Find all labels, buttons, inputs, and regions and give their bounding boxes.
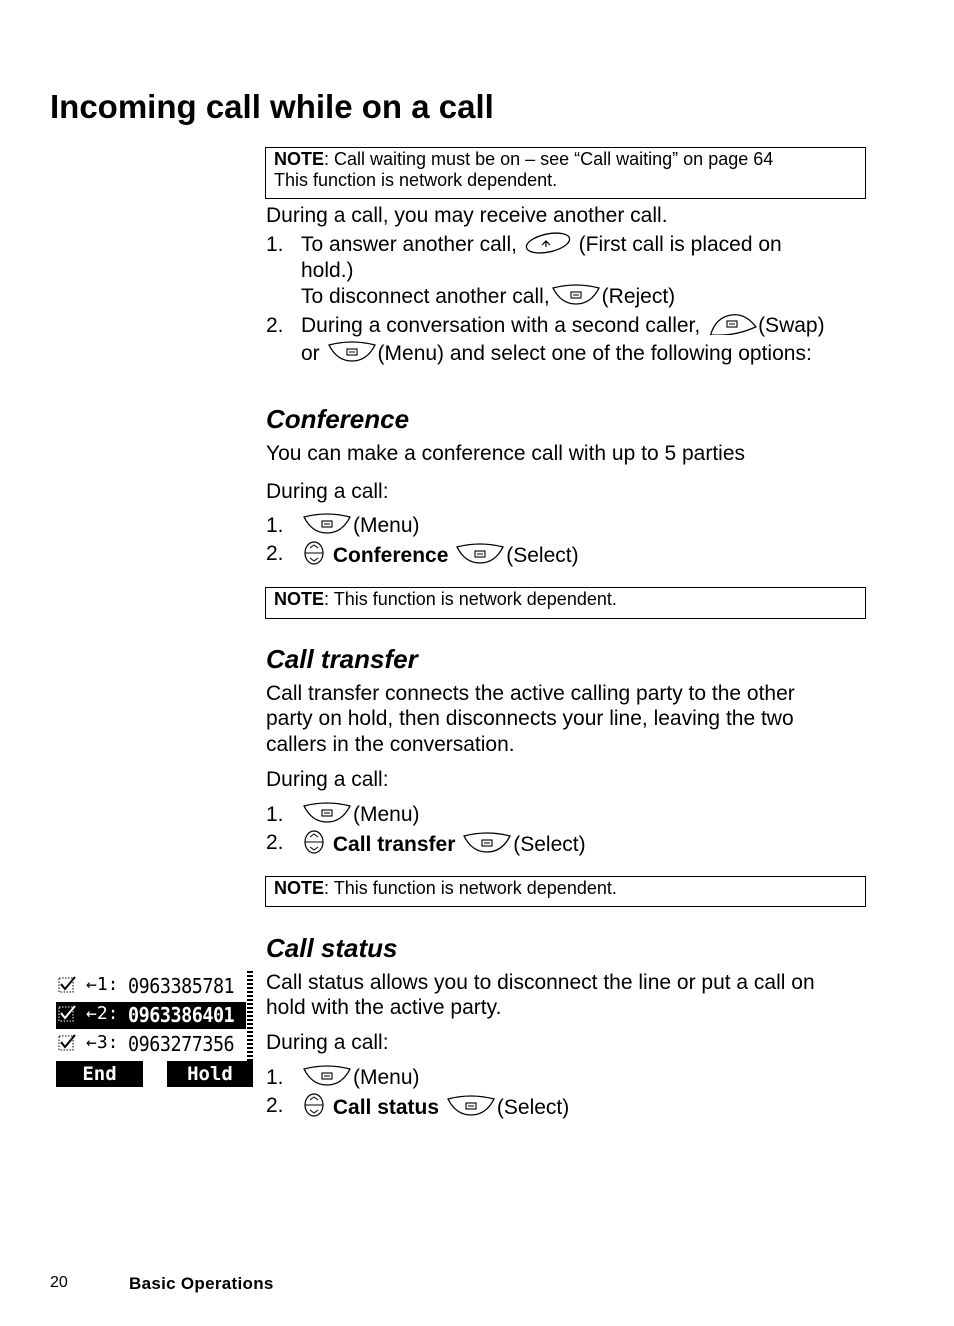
nav-updown-key-icon <box>302 830 326 854</box>
page-title: Incoming call while on a call <box>50 88 494 125</box>
section-desc: hold with the active party. <box>266 996 502 1019</box>
during-call-label: During a call: <box>266 768 389 791</box>
step-text: (Menu) <box>353 803 420 826</box>
step-line <box>301 541 866 570</box>
soft-key-icon <box>707 313 757 335</box>
call-list-row <box>56 973 246 1000</box>
nav-updown-key-icon <box>302 1093 326 1117</box>
note-text: : This function is network dependent. <box>324 589 617 609</box>
menu-option-name: Call status <box>332 1096 440 1119</box>
during-call-label: During a call: <box>266 1031 389 1054</box>
call-number: 0963386401 <box>128 1003 235 1027</box>
step-number: 2. <box>266 1094 284 1117</box>
step-text: To answer another call, <box>301 233 517 256</box>
section-heading-call-status: Call status <box>266 933 398 963</box>
note-label: NOTE <box>274 149 325 169</box>
nav-updown-key-icon <box>302 541 326 565</box>
check-mark-icon <box>58 1033 77 1052</box>
note-label: NOTE <box>274 589 325 609</box>
step-line <box>301 313 866 340</box>
step-number: 2. <box>266 542 284 565</box>
section-heading-call-transfer: Call transfer <box>266 644 418 674</box>
soft-key-icon <box>455 543 505 565</box>
soft-key-icon <box>302 802 352 824</box>
note-text: : This function is network dependent. <box>324 878 617 898</box>
call-number: 0963385781 <box>128 974 235 998</box>
step-line <box>301 341 866 368</box>
intro-note <box>265 147 866 199</box>
check-mark-icon <box>58 975 77 994</box>
step-text: (Menu) <box>353 514 420 537</box>
note-text: : Call waiting must be on – see “Call waiting” on page 64 <box>324 149 774 169</box>
section-desc: You can make a conference call with up to 5 parties <box>266 442 746 465</box>
section-desc: callers in the conversation. <box>266 733 515 756</box>
call-list-row <box>56 1031 246 1058</box>
step-number: 1. <box>266 803 284 826</box>
call-number: 0963277356 <box>128 1032 235 1056</box>
step-line <box>301 830 866 859</box>
step-line <box>301 513 866 540</box>
soft-key-icon <box>327 341 377 363</box>
step-line <box>301 802 866 829</box>
note-text-line2: This function is network dependent. <box>274 170 558 190</box>
step-text: (Swap) <box>758 314 825 337</box>
during-call-label: During a call: <box>266 480 389 503</box>
step-text: (Select) <box>496 1096 570 1119</box>
menu-option-name: Conference <box>332 544 449 567</box>
step-text: (Menu) <box>353 1066 420 1089</box>
note-label: NOTE <box>274 878 325 898</box>
step-number: 1. <box>266 514 284 537</box>
step-number: 1. <box>266 1066 284 1089</box>
soft-key-icon <box>462 832 512 854</box>
transfer-note <box>265 876 866 907</box>
step-number: 1. <box>266 233 284 256</box>
step-text: To disconnect another call, <box>301 285 550 308</box>
step-number: 2. <box>266 314 284 337</box>
scrollbar <box>247 971 253 1061</box>
call-list-row-selected <box>56 1002 246 1029</box>
section-desc: party on hold, then disconnects your line, leaving the two <box>266 707 794 730</box>
soft-key-icon <box>302 513 352 535</box>
call-index: ←3: <box>86 1032 119 1053</box>
step-line <box>301 1065 866 1092</box>
send-key-icon <box>524 232 572 254</box>
section-desc: Call transfer connects the active calling party to the other <box>266 682 795 705</box>
softkey-hold: Hold <box>167 1061 253 1087</box>
intro-text: During a call, you may receive another call. <box>266 204 668 227</box>
call-index: ←1: <box>86 974 119 995</box>
step-line <box>301 232 866 259</box>
soft-key-icon <box>551 284 601 306</box>
call-index: ←2: <box>86 1003 119 1024</box>
page-number: 20 <box>50 1274 68 1291</box>
menu-option-name: Call transfer <box>332 833 456 856</box>
soft-key-icon <box>446 1095 496 1117</box>
step-text: (Select) <box>506 544 579 567</box>
section-heading-conference: Conference <box>266 404 410 434</box>
conference-note <box>265 587 866 619</box>
section-desc: Call status allows you to disconnect the line or put a call on <box>266 971 815 994</box>
step-text: (Menu) and select one of the following options: <box>377 342 812 365</box>
step-text: or <box>301 342 320 365</box>
step-number: 2. <box>266 831 284 854</box>
step-line: hold.) <box>301 259 354 282</box>
step-text: (Select) <box>513 833 586 856</box>
step-line <box>301 1093 866 1122</box>
step-text: During a conversation with a second caller, <box>301 314 701 337</box>
phone-screen-illustration <box>56 971 253 1087</box>
footer-section-title: Basic Operations <box>129 1274 274 1293</box>
step-text: (Reject) <box>601 285 676 308</box>
step-line <box>301 284 866 311</box>
soft-key-icon <box>302 1065 352 1087</box>
check-mark-icon <box>58 1004 77 1023</box>
step-text: (First call is placed on <box>578 233 782 256</box>
softkey-end: End <box>56 1061 143 1087</box>
